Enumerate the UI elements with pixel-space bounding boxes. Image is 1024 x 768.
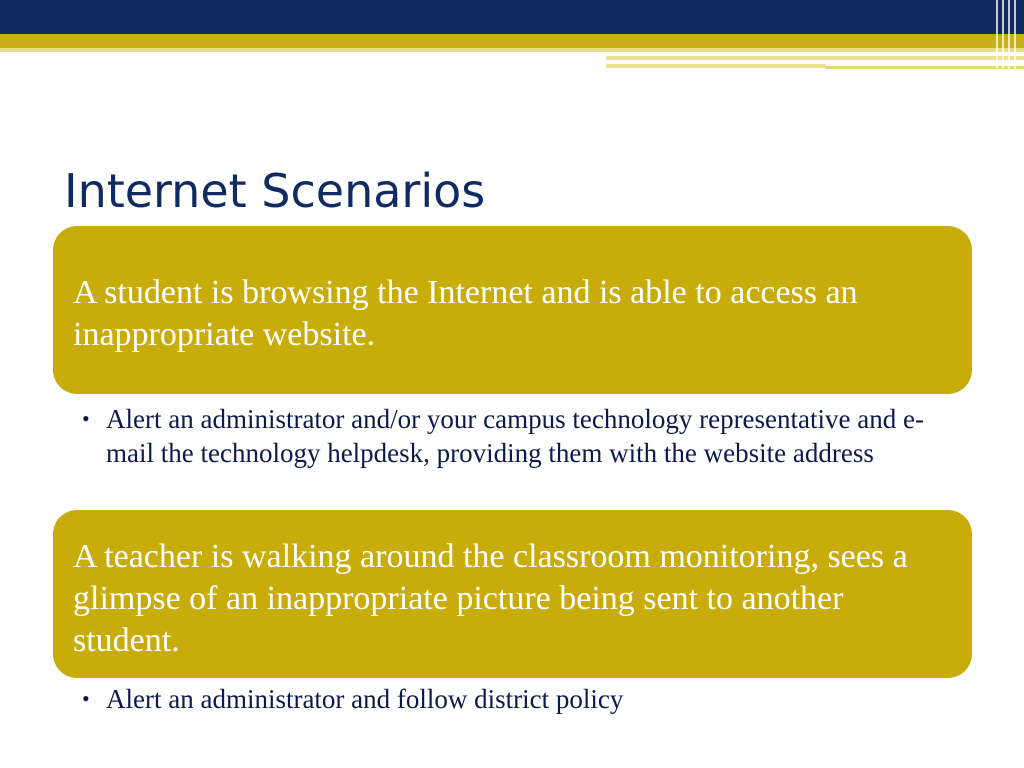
scenario-box [53, 226, 972, 394]
slide-title: Internet Scenarios [64, 164, 486, 218]
header-gold-stripe [0, 34, 1024, 48]
header-light-stripe [0, 48, 1024, 52]
header-navy-band [0, 0, 1024, 34]
bullet-marker: • [82, 406, 90, 431]
response-bullet [80, 402, 960, 470]
header-accent-bar [606, 56, 1024, 60]
bullet-marker: • [82, 686, 90, 711]
header-vertical-lines [990, 0, 1024, 72]
response-text: Alert an administrator and follow district policy [106, 684, 624, 714]
scenario-text: A teacher is walking around the classroom monitoring, sees a glimpse of an inappropriate picture being sent to another student. [73, 538, 908, 659]
scenario-text: A student is browsing the Internet and is able to access an inappropriate website. [73, 274, 858, 353]
header-accent-bar [606, 64, 826, 68]
response-text: Alert an administrator and/or your campus technology representative and e-mail the technology helpdesk, providing them with the website address [106, 404, 924, 468]
response-bullet [80, 682, 960, 716]
scenario-box [53, 510, 972, 678]
